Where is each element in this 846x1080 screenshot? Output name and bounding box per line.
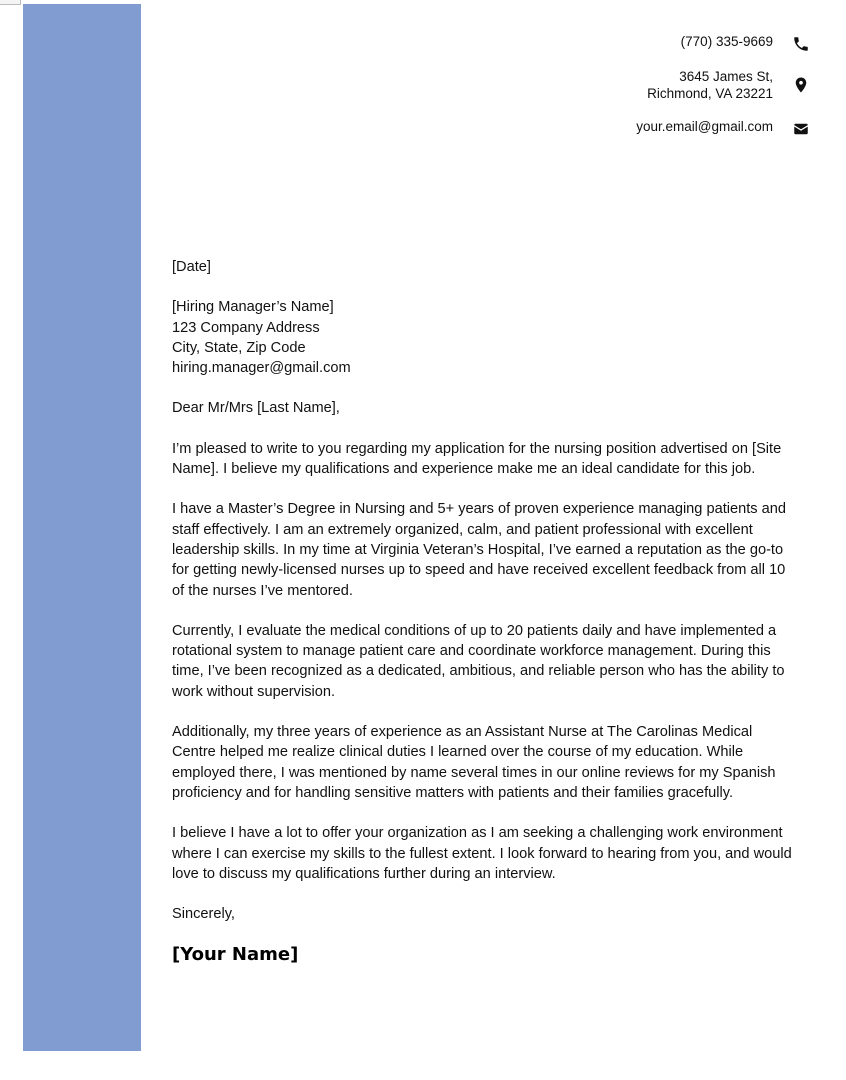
recipient-email: hiring.manager@gmail.com (172, 360, 351, 377)
letter-date: [Date] (172, 259, 211, 275)
closing: Sincerely, (172, 906, 235, 923)
contact-address (647, 68, 773, 102)
contact-phone: (770) 335-9669 (680, 34, 773, 49)
recipient-block (172, 297, 792, 378)
address-line-2: Richmond, VA 23221 (647, 86, 773, 101)
body-paragraph: Currently, I evaluate the medical conditions of up to 20 patients daily and have implemented a rotational system to manage patient care and coordinate workforce management. During this time, I’ve been recognized as a dedicated, ambitious, and reliable person who has the ability to work without supervision. (172, 622, 785, 700)
letter-body (172, 257, 792, 966)
sidebar-banner (23, 4, 141, 1051)
envelope-icon (792, 120, 810, 138)
corner-mark (0, 0, 21, 5)
body-paragraph: Additionally, my three years of experience as an Assistant Nurse at The Carolinas Medical Centre helped me realize clinical duties I learned over the course of my education. While employed there, I was mentioned by name several times in our online reviews for my Spanish proficiency and for handling sensitive matters with patients and their families gracefully. (172, 724, 776, 801)
recipient-address: 123 Company Address (172, 319, 320, 336)
salutation: Dear Mr/Mrs [Last Name], (172, 400, 340, 417)
contact-email: your.email@gmail.com (636, 119, 773, 134)
phone-icon (792, 35, 810, 53)
recipient-city: City, State, Zip Code (172, 339, 306, 356)
body-paragraph: I have a Master’s Degree in Nursing and 5+ years of proven experience managing patients and staff effectively. I am an extremely organized, calm, and patient professional with excellent leadership skills. In my time at Virginia Veteran’s Hospital, I’ve earned a reputation as the go-to for getting newly-licensed nurses up to speed and have received excellent feedback from all 10 of the nurses I’ve mentored. (172, 501, 786, 599)
address-line-1: 3645 James St, (679, 69, 773, 84)
body-paragraph: I believe I have a lot to offer your organization as I am seeking a challenging work environment where I can exercise my skills to the fullest extent. I look forward to hearing from you, and would love to discuss my qualifications further during an interview. (172, 825, 792, 882)
recipient-name: [Hiring Manager’s Name] (172, 299, 334, 316)
map-pin-icon (792, 76, 810, 94)
signature-name: [Your Name] (172, 944, 299, 966)
body-paragraph: I’m pleased to write to you regarding my application for the nursing position advertised on [Site Name]. I believe my qualifications and experience make me an ideal candidate for this job. (172, 440, 782, 478)
